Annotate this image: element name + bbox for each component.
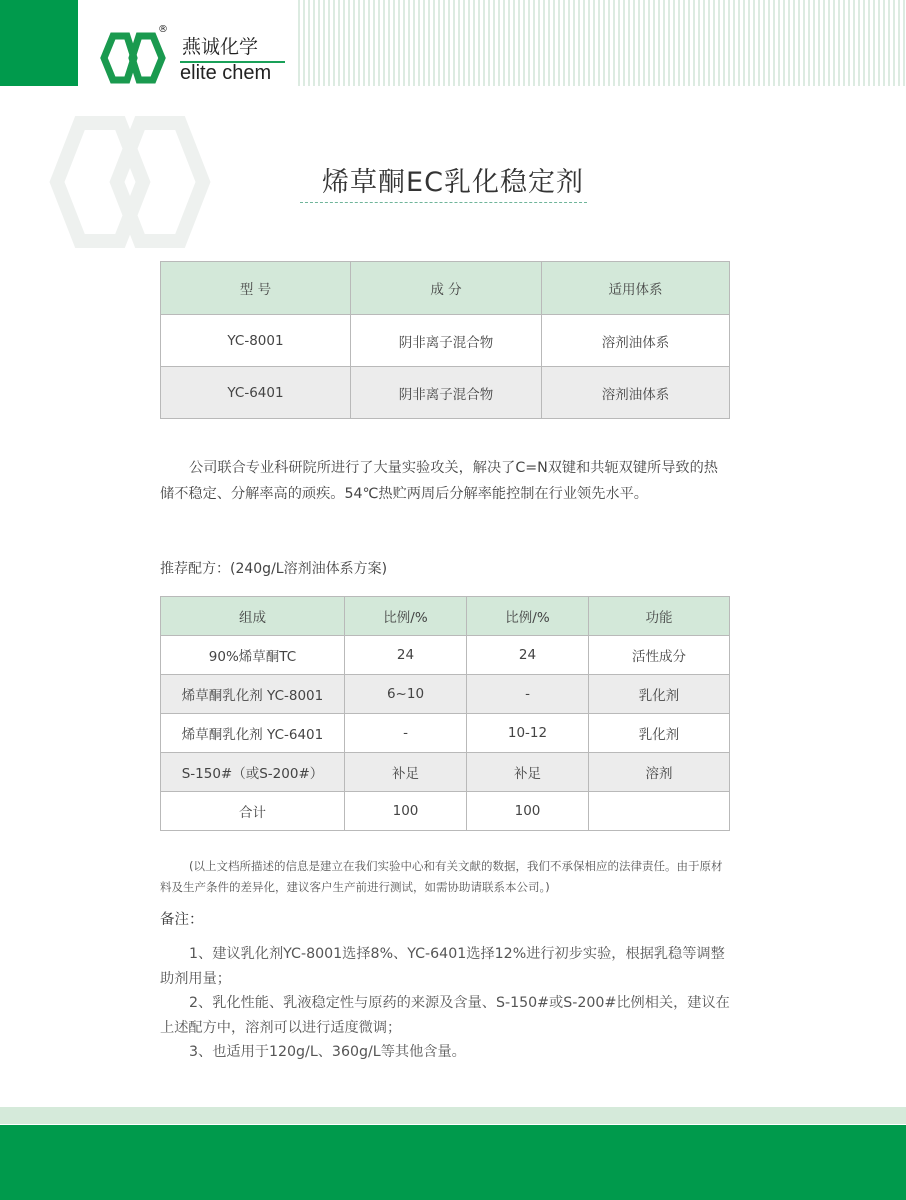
note-item: 3、也适用于120g/L、360g/L等其他含量。 xyxy=(189,1044,466,1060)
table-cell: 补足 xyxy=(345,753,467,792)
registered-mark: ® xyxy=(158,24,168,35)
table-cell: - xyxy=(345,714,467,753)
table-cell: 补足 xyxy=(467,753,589,792)
table-cell: 乳化剂 xyxy=(589,714,730,753)
table-row xyxy=(161,636,730,675)
header-cell: 比例/% xyxy=(345,597,467,636)
table-cell: 90%烯草酮TC xyxy=(161,636,345,675)
table-row xyxy=(161,675,730,714)
table-cell: 阴非离子混合物 xyxy=(351,367,542,419)
brand-name-cn: 燕诚化学 xyxy=(182,36,259,58)
products-table xyxy=(160,261,730,419)
header-cell: 组成 xyxy=(161,597,345,636)
table-cell: 溶剂油体系 xyxy=(542,367,730,419)
header-cell: 比例/% xyxy=(467,597,589,636)
table-header-row xyxy=(161,597,730,636)
table-cell: 100 xyxy=(467,792,589,831)
table-cell: 100 xyxy=(345,792,467,831)
table-cell: 烯草酮乳化剂 YC-6401 xyxy=(161,714,345,753)
table-cell: 溶剂 xyxy=(589,753,730,792)
table-row xyxy=(161,367,730,419)
table-cell: 活性成分 xyxy=(589,636,730,675)
header-green-block xyxy=(0,0,78,86)
notes-title: 备注： xyxy=(160,912,204,928)
header-stripes xyxy=(298,0,906,86)
table-cell: S-150#（或S-200#） xyxy=(161,753,345,792)
table-cell: YC-6401 xyxy=(161,367,351,419)
table-row xyxy=(161,714,730,753)
header-cell: 功能 xyxy=(589,597,730,636)
description-paragraph: 公司联合专业科研院所进行了大量实验攻关，解决了C=N双键和共轭双键所导致的热储不稳定、分解率高的顽疾。54℃热贮两周后分解率能控制在行业领先水平。 xyxy=(160,460,718,502)
footer-green-band xyxy=(0,1125,906,1200)
table-row xyxy=(161,753,730,792)
title-underline xyxy=(300,202,587,203)
table-cell: YC-8001 xyxy=(161,315,351,367)
notes-list xyxy=(160,942,730,1065)
page-title: 烯草酮EC乳化稳定剂 xyxy=(322,167,584,198)
brand-name-en: elite chem xyxy=(180,62,272,84)
header-cell: 适用体系 xyxy=(542,262,730,315)
table-cell xyxy=(589,792,730,831)
table-cell: 阴非离子混合物 xyxy=(351,315,542,367)
note-item: 1、建议乳化剂YC-8001选择8%、YC-6401选择12%进行初步实验，根据乳稳等调整助剂用量； xyxy=(160,946,725,987)
table-cell: 6~10 xyxy=(345,675,467,714)
table-row xyxy=(161,315,730,367)
hexagon-logo-icon xyxy=(100,28,166,88)
table-cell: 合计 xyxy=(161,792,345,831)
table-cell: 24 xyxy=(467,636,589,675)
header-cell: 成 分 xyxy=(351,262,542,315)
table-header-row xyxy=(161,262,730,315)
table-cell: 10-12 xyxy=(467,714,589,753)
recipe-label: 推荐配方：(240g/L溶剂油体系方案) xyxy=(160,561,388,577)
table-cell: 烯草酮乳化剂 YC-8001 xyxy=(161,675,345,714)
table-cell: 乳化剂 xyxy=(589,675,730,714)
note-item: 2、乳化性能、乳液稳定性与原药的来源及含量、S-150#或S-200#比例相关，建议在上述配方中，溶剂可以进行适度微调； xyxy=(160,995,730,1036)
table-cell: 溶剂油体系 xyxy=(542,315,730,367)
disclaimer-text: (以上文档所描述的信息是建立在我们实验中心和有关文献的数据，我们不承保相应的法律责任。由于原材料及生产条件的差异化，建议客户生产前进行测试，如需协助请联系本公司。) xyxy=(160,859,723,894)
recipe-table xyxy=(160,596,730,831)
table-cell: 24 xyxy=(345,636,467,675)
table-cell: - xyxy=(467,675,589,714)
table-row xyxy=(161,792,730,831)
brand-logo xyxy=(100,24,300,88)
header-cell: 型 号 xyxy=(161,262,351,315)
footer-light-band xyxy=(0,1107,906,1124)
